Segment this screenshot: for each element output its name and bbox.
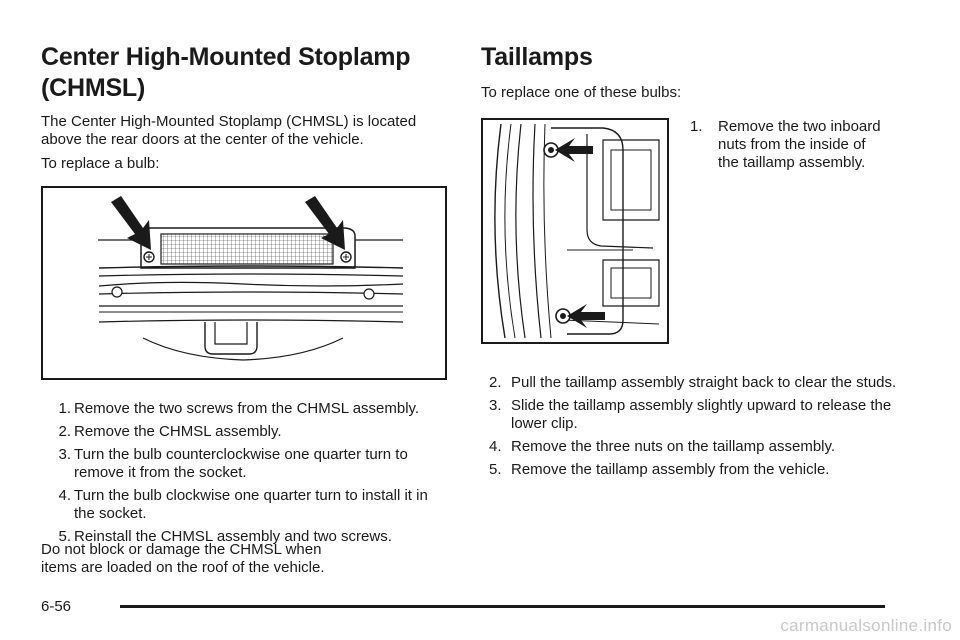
taillamps-heading: Taillamps bbox=[481, 43, 593, 71]
list-item: 5. Reinstall the CHMSL assembly and two screws. bbox=[58, 528, 392, 545]
taillamp-illustration bbox=[481, 118, 669, 344]
chmsl-lead: To replace a bulb: bbox=[41, 155, 160, 172]
list-item: 5. Remove the taillamp assembly from the vehicle. bbox=[489, 461, 830, 478]
taillamp-steps bbox=[489, 374, 899, 484]
list-item: 4. Remove the three nuts on the taillamp assembly. bbox=[489, 438, 836, 455]
list-item: 3. Slide the taillamp assembly slightly upward to release the lower clip. bbox=[489, 397, 892, 432]
list-item: 3. Turn the bulb counterclockwise one quarter turn to remove it from the socket. bbox=[58, 446, 408, 481]
page-number: 6-56 bbox=[41, 598, 72, 615]
chmsl-note: Do not block or damage the CHMSL when items are loaded on the roof of the vehicle. bbox=[41, 541, 325, 576]
list-item: 2. Remove the CHMSL assembly. bbox=[58, 423, 282, 440]
list-item: 2. Pull the taillamp assembly straight back to clear the studs. bbox=[489, 374, 897, 391]
taillamps-lead: To replace one of these bulbs: bbox=[481, 84, 682, 101]
footer-divider bbox=[120, 605, 885, 608]
chmsl-heading: Center High-Mounted Stoplamp (CHMSL) bbox=[41, 43, 411, 102]
chmsl-drawing bbox=[43, 188, 445, 378]
chmsl-steps bbox=[41, 400, 451, 551]
watermark: carmanualsonline.info bbox=[780, 616, 952, 635]
list-item: 1. Remove the two screws from the CHMSL assembly. bbox=[58, 400, 420, 417]
taillamp-first-step bbox=[690, 118, 890, 172]
taillamp-drawing bbox=[483, 120, 667, 342]
list-item: 1. Remove the two inboard nuts from the inside of the taillamp assembly. bbox=[690, 118, 881, 171]
chmsl-illustration bbox=[41, 186, 447, 380]
list-item: 4. Turn the bulb clockwise one quarter turn to install it in the socket. bbox=[58, 487, 428, 522]
chmsl-intro: The Center High-Mounted Stoplamp (CHMSL) is located above the rear doors at the center of the vehicle. bbox=[41, 113, 417, 148]
